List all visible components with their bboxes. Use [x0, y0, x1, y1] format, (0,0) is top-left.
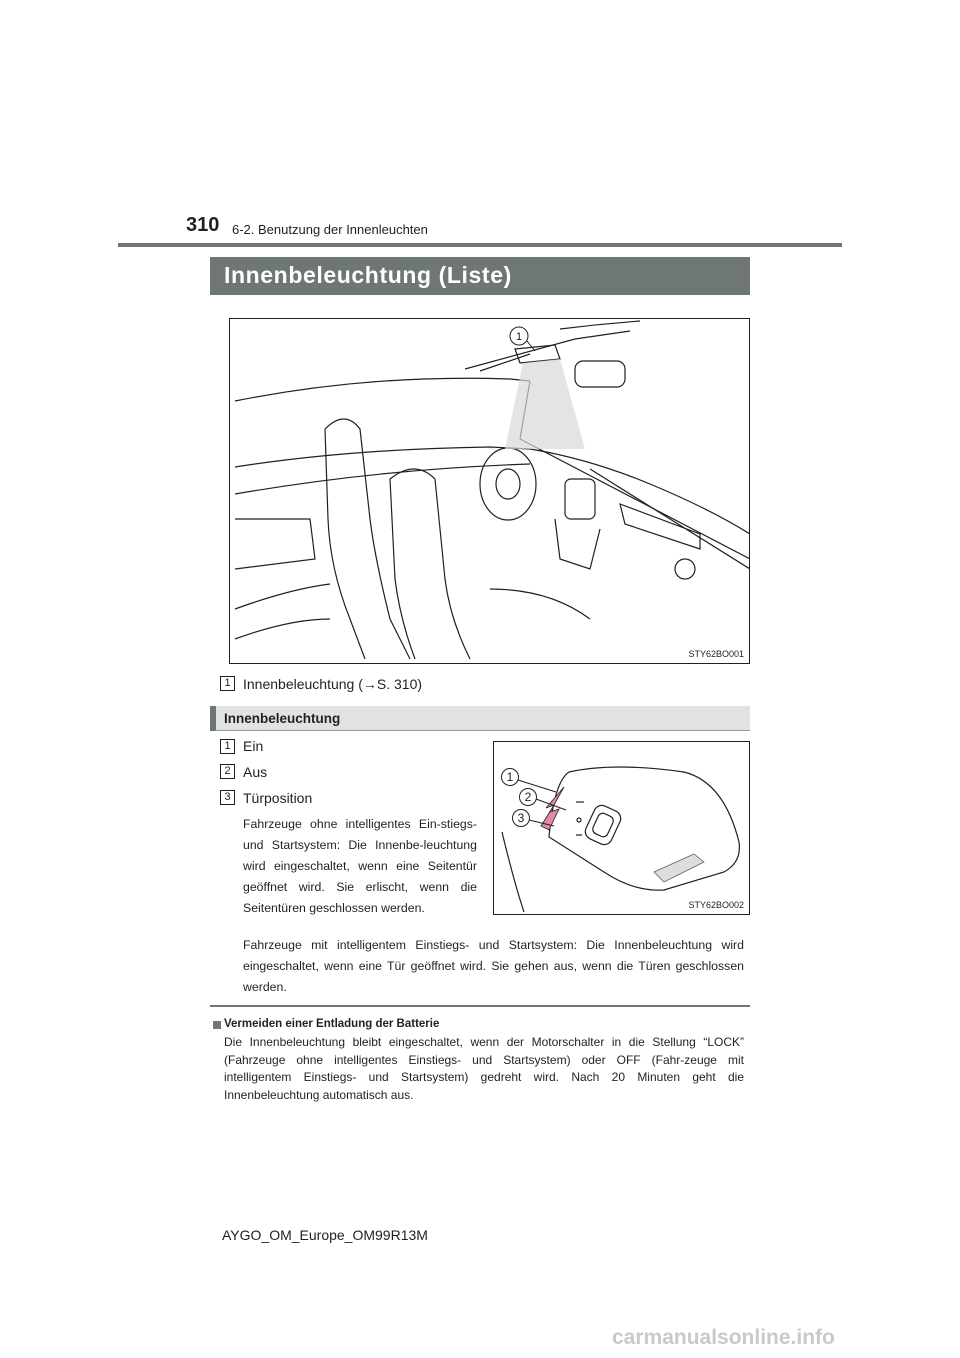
callout-2-label: 2 [524, 790, 532, 804]
callout-3-label: 3 [517, 811, 525, 825]
paragraph-with-smart-entry: Fahrzeuge mit intelligentem Einstiegs- und Startsystem: Die Innenbeleuchtung wird eingeschaltet, wenn eine Tür geöffnet wird. Sie gehen aus, wenn die Türen geschlossen werden. [243, 938, 744, 994]
tip-bullet [213, 1021, 221, 1029]
interior-overview-figure [229, 318, 750, 664]
tip-body: Die Innenbeleuchtung bleibt eingeschaltet, wenn der Motorschalter in die Stellung “LOCK” (Fahrzeuge ohne intelligentes Einstiegs- und Startsystem) oder OFF (Fahr-zeuge mit intelligentem Einstiegs- und Startsystem) gedreht wird. Nach 20 Minuten geht die Innenbeleuchtung automatisch aus. [224, 1035, 744, 1102]
overview-item-text: Innenbeleuchtung (→S. 310) [243, 676, 423, 692]
item-number-badge: 3 [220, 790, 235, 805]
callout-1-label: 1 [506, 770, 514, 784]
item-label-off: Aus [243, 764, 268, 780]
figure-code: STY62BO002 [688, 900, 744, 910]
paragraph-without-smart-entry: Fahrzeuge ohne intelligentes Ein-stiegs- und Startsystem: Die Innenbe-leuchtung wird eingeschaltet, wenn eine Seitentür geöffnet wird. Sie erlischt, wenn die Seitentüren geschlossen werden. [243, 817, 477, 915]
switch-figure [493, 741, 750, 915]
header-rule [118, 243, 842, 247]
section-bar [210, 706, 216, 731]
interior-overview-drawing [230, 319, 750, 664]
light-beam [505, 359, 585, 449]
switch-drawing [494, 742, 750, 915]
item-number-badge: 1 [220, 739, 235, 754]
item-number-badge: 2 [220, 764, 235, 779]
tip-heading: Vermeiden einer Entladung der Batterie [224, 1018, 440, 1030]
page-title: Innenbeleuchtung (Liste) [224, 262, 512, 288]
page-number: 310 [186, 214, 220, 236]
chapter-title: 6-2. Benutzung der Innenleuchten [232, 222, 428, 237]
watermark: carmanualsonline.info [612, 1326, 835, 1349]
section-rule [210, 1005, 750, 1007]
section-title: Innenbeleuchtung [224, 711, 341, 726]
item-number-badge: 1 [220, 676, 235, 691]
item-label-on: Ein [243, 738, 264, 754]
figure-code: STY62BO001 [688, 649, 744, 659]
callout-1-label: 1 [515, 331, 523, 343]
item-label-door-position: Türposition [243, 790, 313, 806]
footer-doc-id: AYGO_OM_Europe_OM99R13M [222, 1227, 428, 1243]
